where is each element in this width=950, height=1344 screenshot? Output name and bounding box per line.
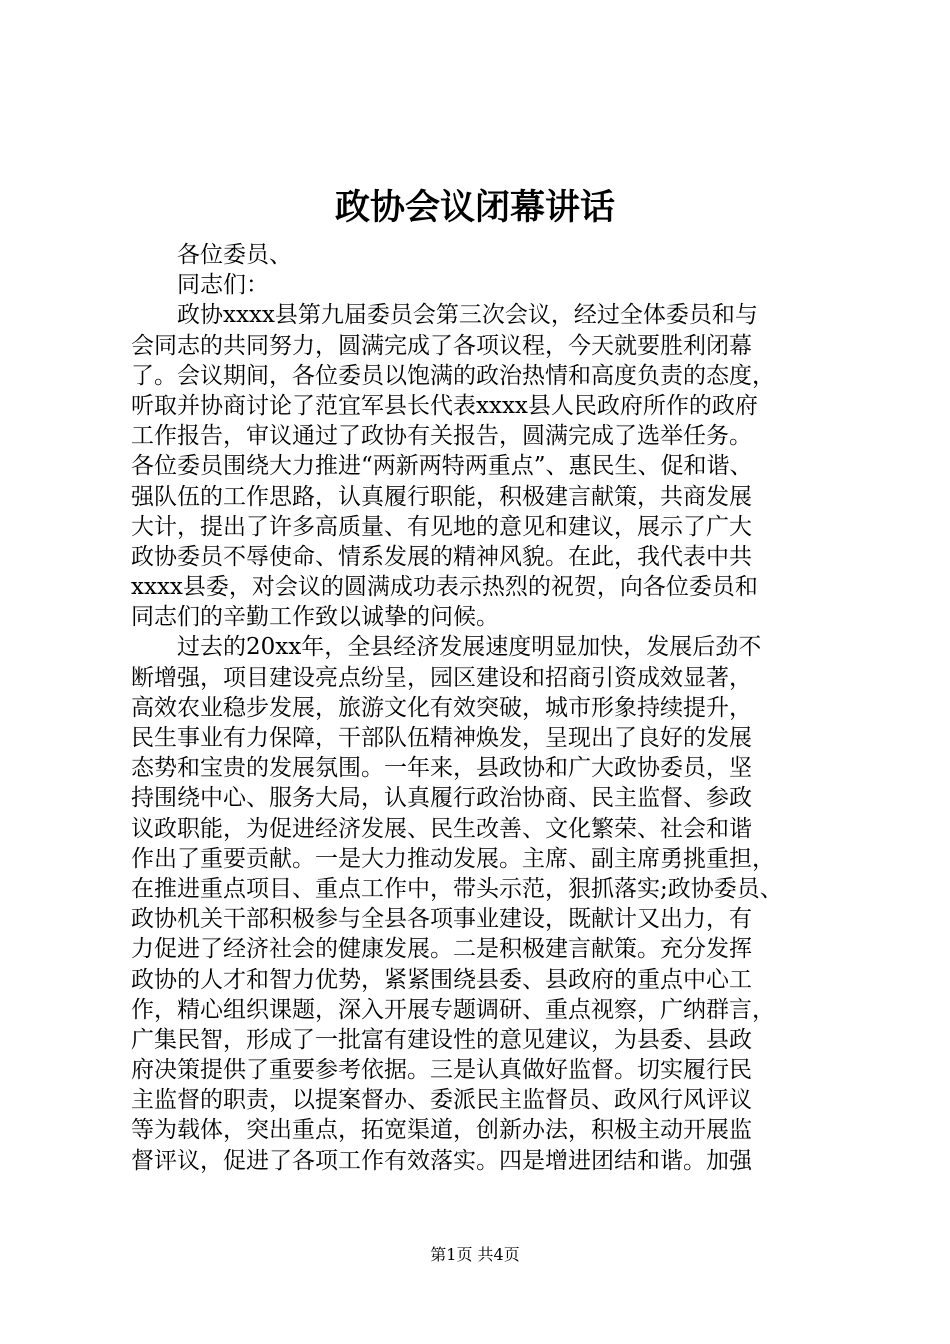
body-line: 督评议，促进了各项工作有效落实。四是增进团结和谐。加强: [131, 1147, 752, 1174]
body-line: 了。会议期间，各位委员以饱满的政治热情和高度负责的态度，: [131, 362, 775, 389]
body-line: 态势和宝贵的发展氛围。一年来，县政协和广大政协委员，坚: [131, 755, 752, 782]
document-title: 政协会议闭幕讲话: [334, 187, 615, 228]
body-line: 同志们的辛勤工作致以诚挚的问候。: [131, 604, 499, 631]
body-line: xxxx县委，对会议的圆满成功表示热烈的祝贺，向各位委员和: [131, 574, 758, 601]
body-line: 政协机关干部积极参与全县各项事业建设，既献计又出力，有: [131, 906, 752, 933]
body-line: 政协的人才和智力优势，紧紧围绕县委、县政府的重点中心工: [131, 966, 752, 993]
body-line: 过去的20xx年，全县经济发展速度明显加快，发展后劲不: [131, 634, 762, 661]
body-line: 持围绕中心、服务大局，认真履行政治协商、民主监督、参政: [131, 785, 752, 812]
document-body: [131, 240, 831, 1176]
body-line: 各位委员、: [131, 242, 292, 268]
body-line: 力促进了经济社会的健康发展。二是积极建言献策。充分发挥: [131, 936, 752, 963]
body-line: 强队伍的工作思路，认真履行职能，积极建言献策，共商发展: [131, 483, 752, 510]
body-line: 议政职能，为促进经济发展、民生改善、文化繁荣、社会和谐: [131, 815, 752, 842]
body-line: 在推进重点项目、重点工作中，带头示范，狠抓落实;政协委员、: [131, 875, 783, 902]
body-line: 同志们：: [131, 272, 269, 299]
body-line: 广集民智，形成了一批富有建设性的意见建议，为县委、县政: [131, 1026, 752, 1053]
body-line: 政协委员不辱使命、情系发展的精神风貌。在此，我代表中共: [131, 543, 752, 570]
body-line: 大计，提出了许多高质量、有见地的意见和建议，展示了广大: [131, 513, 752, 540]
body-line: 高效农业稳步发展，旅游文化有效突破，城市形象持续提升，: [131, 694, 752, 721]
body-line: 各位委员围绕大力推进“两新两特两重点”、惠民生、促和谐、: [131, 453, 753, 480]
body-line: 断增强，项目建设亮点纷呈，园区建设和招商引资成效显著，: [131, 664, 752, 691]
page-footer: 第1页 共4页: [430, 1245, 520, 1264]
body-line: 听取并协商讨论了范宜军县长代表xxxx县人民政府所作的政府: [131, 392, 758, 419]
body-line: 等为载体，突出重点，拓宽渠道，创新办法，积极主动开展监: [131, 1117, 752, 1144]
body-line: 工作报告，审议通过了政协有关报告，圆满完成了选举任务。: [131, 423, 752, 450]
body-line: 主监督的职责，以提案督办、委派民主监督员、政风行风评议: [131, 1087, 752, 1114]
body-line: 作，精心组织课题，深入开展专题调研、重点视察，广纳群言，: [131, 996, 775, 1023]
body-line: 政协xxxx县第九届委员会第三次会议，经过全体委员和与: [131, 302, 758, 329]
body-line: 民生事业有力保障，干部队伍精神焕发，呈现出了良好的发展: [131, 725, 752, 751]
body-line: 府决策提供了重要参考依据。三是认真做好监督。切实履行民: [131, 1057, 752, 1084]
body-line: 作出了重要贡献。一是大力推动发展。主席、副主席勇挑重担，: [131, 845, 775, 872]
body-line: 会同志的共同努力，圆满完成了各项议程，今天就要胜利闭幕: [131, 332, 752, 359]
